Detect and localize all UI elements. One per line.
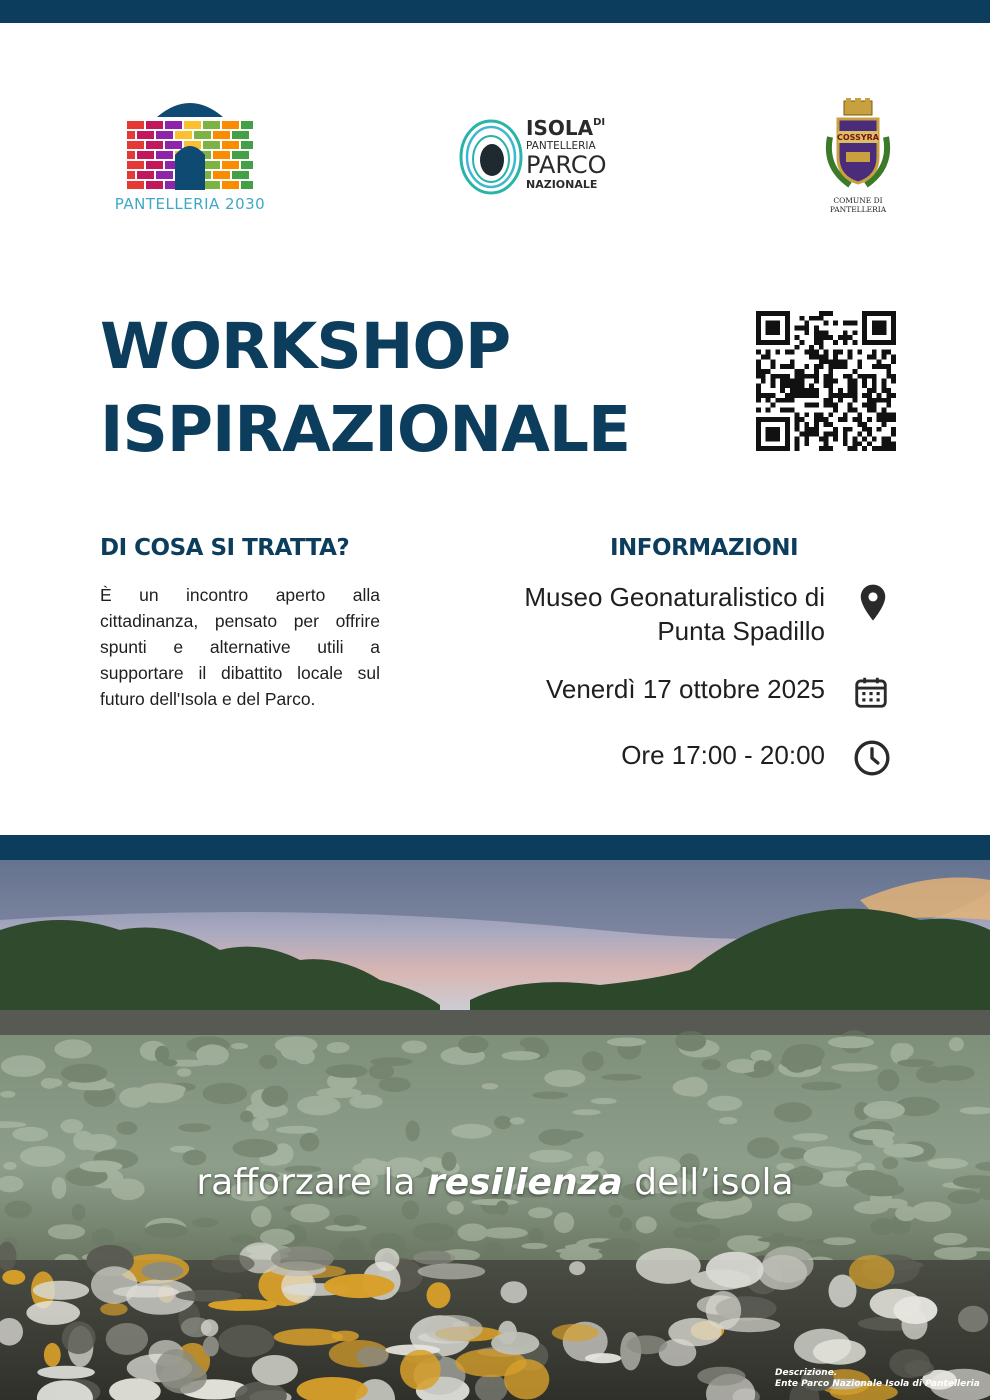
location-pin-icon	[852, 582, 894, 624]
parco-logo-nazionale: NAZIONALE	[526, 178, 598, 191]
title-line2: ISPIRAZIONALE	[100, 393, 631, 466]
qr-code[interactable]	[756, 311, 896, 451]
info-date: Venerdì 17 ottobre 2025	[545, 674, 825, 704]
info-location	[524, 580, 825, 648]
olive-field-image	[0, 860, 990, 1400]
info-location-line1: Museo Geonaturalistico di	[524, 582, 825, 612]
top-bar	[0, 0, 990, 23]
slogan: rafforzare la resilienza dell’isola	[196, 1162, 794, 1203]
parco-logo-parco: PARCO	[526, 151, 607, 179]
parco-logo-pantelleria: PANTELLERIA	[526, 140, 596, 152]
dammuso-bricks-icon	[105, 95, 275, 195]
title-line1: WORKSHOP	[100, 310, 511, 383]
calendar-icon	[852, 673, 890, 711]
coat-of-arms-icon	[818, 97, 898, 195]
about-description: È un incontro aperto alla cittadinanza, pensato per offrire spunti e alternative utili a supportare il dibattito locale sul futuro dell'Isola e del Parco.	[100, 585, 380, 709]
pantelleria-2030-logo	[105, 95, 275, 215]
comune-caption-line1: COMUNE DI	[833, 196, 883, 205]
landscape-photo	[0, 860, 990, 1400]
divider-bar	[0, 835, 990, 860]
info-heading: INFORMAZIONI	[610, 535, 799, 561]
info-location-line2: Punta Spadillo	[657, 616, 825, 646]
parco-logo-isola: $ISOLA^{DI}$	[526, 116, 606, 140]
comune-caption-line2: PANTELLERIA	[829, 205, 887, 214]
about-heading: DI COSA SI TRATTA?	[100, 535, 350, 561]
info-time: Ore 17:00 - 20:00	[621, 740, 825, 770]
fingerprint-island-icon	[458, 117, 524, 197]
comune-pantelleria-crest	[818, 97, 898, 215]
parco-nazionale-logo	[458, 112, 618, 202]
photo-credit: Descrizione. Ente Parco Nazionale Isola di Pantelleria	[775, 1368, 980, 1389]
page-title	[100, 305, 630, 471]
crest-shield-text: COSSYRA	[837, 133, 879, 142]
clock-icon	[852, 738, 892, 778]
pantelleria-2030-caption: PANTELLERIA 2030	[114, 195, 266, 213]
